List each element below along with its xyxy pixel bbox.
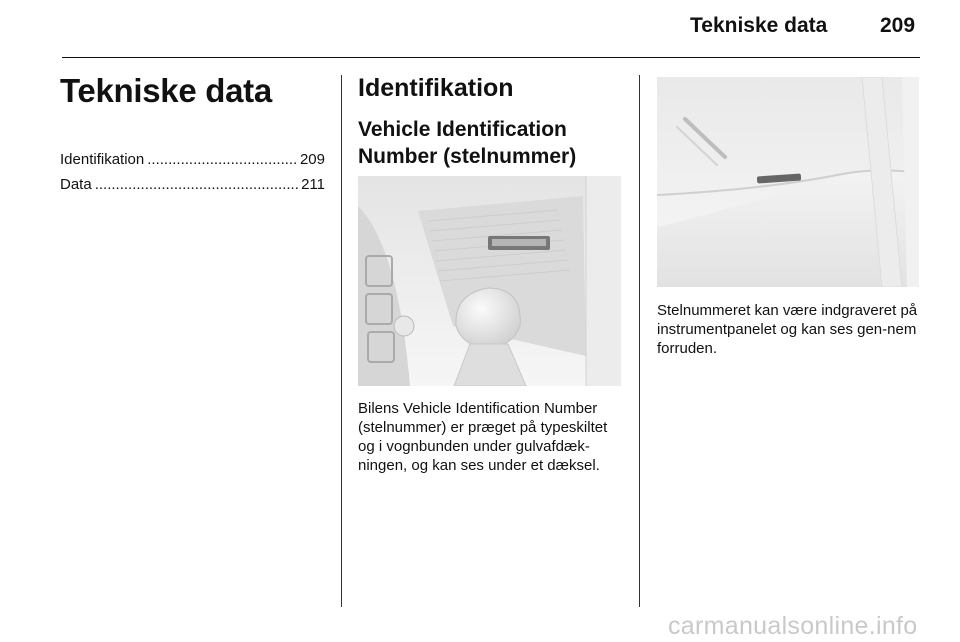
column-divider-right	[639, 75, 640, 607]
toc-entry-data[interactable]	[60, 176, 325, 201]
gear-area-photo	[358, 176, 621, 386]
toc-page: 209	[299, 151, 325, 168]
toc-entry-identifikation[interactable]	[60, 151, 325, 176]
subsection-title: Vehicle Identification Number (stelnummer)	[358, 118, 577, 168]
watermark: carmanualsonline.info	[668, 612, 918, 640]
toc-page: 211	[301, 176, 325, 193]
windshield-photo	[657, 77, 919, 287]
toc-label: Identifikation	[60, 151, 145, 168]
header-rule	[62, 57, 920, 58]
toc-leader-dots	[95, 176, 298, 193]
column-divider-left	[341, 75, 342, 607]
paragraph-vin-location: Bilens Vehicle Identification Number (stelnummer) er præget på typeskiltet og i vognbunden under gulvafdæk-ningen, og kan ses under et dæksel.	[358, 400, 608, 474]
toc-leader-dots	[147, 151, 297, 168]
table-of-contents	[60, 151, 325, 201]
header-page-number: 209	[880, 14, 916, 37]
paragraph-vin-windshield: Stelnummeret kan være indgraveret på instrumentpanelet og kan ses gen-nem forruden.	[657, 302, 918, 357]
toc-label: Data	[60, 176, 92, 193]
header-section-title: Tekniske data	[690, 14, 828, 37]
section-title: Identifikation	[358, 74, 514, 102]
chapter-title: Tekniske data	[60, 72, 272, 109]
